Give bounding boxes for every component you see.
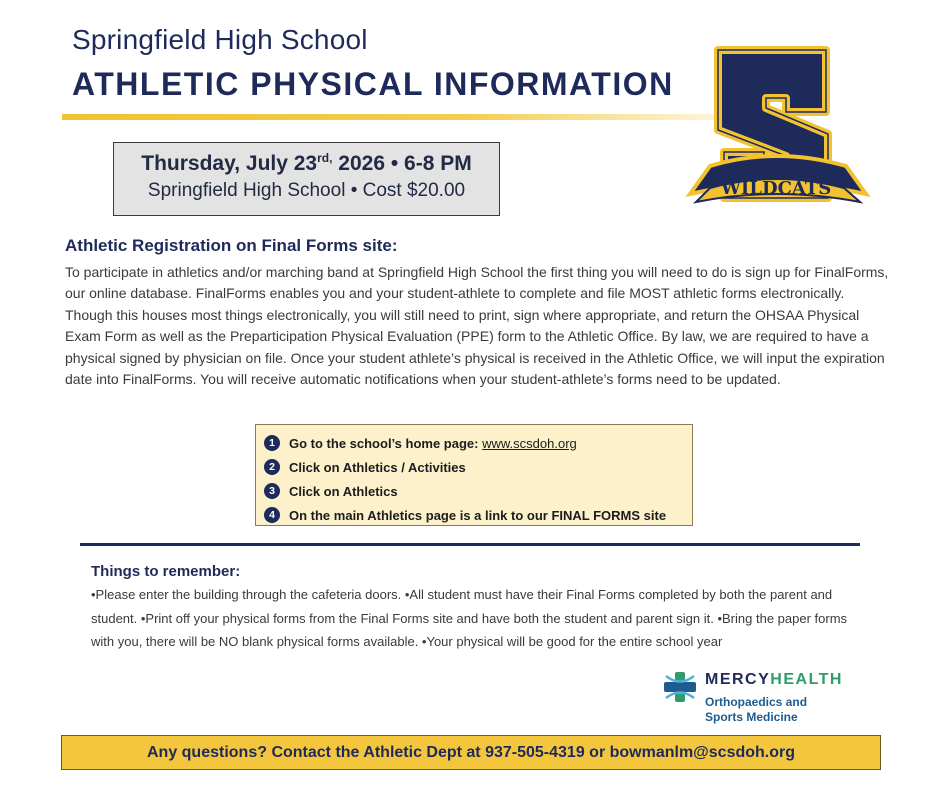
event-date-time: Thursday, July $23^{rd,}$ 2026 • 6-8 PM: [141, 151, 472, 175]
step-text: On the main Athletics page is a link to our FINAL FORMS site: [289, 507, 667, 523]
school-website-link[interactable]: www.scsdoh.org: [482, 435, 577, 451]
step-item: [264, 431, 692, 455]
mercy-subtitle-line2: Sports Medicine: [705, 710, 798, 724]
contact-bar: Any questions? Contact the Athletic Dept at 937-505-4319 or bowmanlm@scsdoh.org: [61, 735, 881, 770]
registration-heading: Athletic Registration on Final Forms site:: [65, 236, 398, 255]
remember-body: •Please enter the building through the cafeteria doors. •All student must have their Final Forms completed by both the parent and student. •Print off your physical forms from the Final Forms site and have both the student and parent sign it. •Bring the paper forms with you, there will be NO blank physical forms available. •Your physical will be good for the entire school year: [91, 587, 848, 649]
steps-box: [255, 424, 693, 526]
mercy-health-logo: [660, 670, 880, 726]
step-text: Click on Athletics: [289, 483, 398, 499]
step-item: [264, 455, 692, 479]
event-location-cost: Springfield High School • Cost $20.00: [147, 180, 466, 201]
mercy-cross-icon: [660, 670, 700, 704]
registration-body: To participate in athletics and/or marching band at Springfield High School the first thing you will need to do is sign up for FinalForms, our online database. FinalForms enables you and your student-athlete to complete and file MOST athletic forms electronically. Though this houses most things electronically, you will still need to print, sign where appropriate, and return the OHSAA Physical Exam Form as well as the Preparticipation Physical Evaluation (PPE) form to the Athletic Office. By law, we are required to have a physical signed by physician on file. Once your student athlete’s physical is received in the Athletic Office, we will input the expiration date into FinalForms. You will receive automatic notifications when your student-athlete’s forms need to be updated.: [65, 264, 889, 388]
step-text: Click on Athletics / Activities: [289, 459, 466, 475]
mercy-subtitle-line1: Orthopaedics and: [705, 695, 808, 709]
step-text: Go to the school’s home page:: [289, 435, 479, 451]
step-number-badge: 1: [264, 435, 280, 451]
event-details-box: [113, 142, 500, 216]
logo-banner-text: WILDCATS: [720, 178, 832, 199]
mercy-health-name: MERCYHEALTH: [705, 671, 843, 688]
step-number-badge: 3: [264, 483, 280, 499]
step-number-badge: 2: [264, 459, 280, 475]
step-number-badge: 4: [264, 507, 280, 523]
remember-heading: Things to remember:: [91, 563, 241, 580]
wildcats-logo: [676, 42, 876, 218]
school-name: Springfield High School: [72, 24, 368, 55]
step-item: [264, 479, 692, 503]
page-title: ATHLETIC PHYSICAL INFORMATION: [72, 66, 674, 102]
step-item: [264, 503, 692, 527]
section-divider: [80, 543, 860, 546]
